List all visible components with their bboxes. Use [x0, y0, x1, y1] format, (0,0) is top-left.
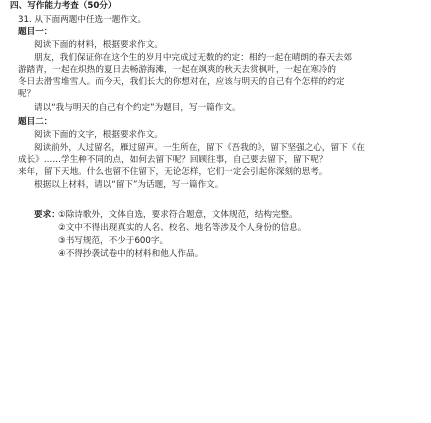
- topic1-paragraph-line: 呢？: [18, 89, 36, 99]
- topic1-paragraph-line: 游踏青，一起在炽热的夏日去畅游海滩，一起在飒爽的秋天去赏枫叶，一起在寒冷的: [18, 65, 336, 75]
- topic2-instruction: 阅读下面的文字，根据要求作文。: [34, 130, 163, 140]
- section-header: 四、写作能力考查（50分）: [10, 1, 117, 11]
- requirement-item: ④不得抄袭试卷中的材料和他人作品。: [58, 249, 204, 259]
- topic1-prompt: 请以“我与明天的自己有个约定”为题目，写一篇作文。: [34, 103, 241, 113]
- topic2-prompt: 根据以上材料，请以“留下”为话题，写一篇作文。: [34, 180, 224, 190]
- requirement-item: ②文中不得出现真实的人名、校名、地名等涉及个人身份的信息。: [58, 223, 307, 233]
- topic2-paragraph-line: 阅读前外，人过留名，雁过留声。一生所在，留下《吾我的》，留下坚强之心，留下《在: [34, 143, 365, 153]
- topic2-paragraph-line: 来年，留下天地。什么也留不住留下，无论怎样，它们一定会引起你深刻的思考。: [18, 167, 328, 177]
- requirement-item: ③书写规范，不少于600字。: [58, 236, 169, 246]
- requirement-item: ①除诗歌外，文体自选，要求符合题意，文体规范，结构完整。: [58, 210, 298, 220]
- requirements-label: 要求：: [34, 210, 60, 220]
- topic2-paragraph-line: 成长》……学生种不同的点，如何去留下呢？回顾往事，自己要去留下，留下呢？: [18, 155, 328, 165]
- topic1-label: 题目一：: [18, 27, 53, 37]
- topic1-paragraph-line: 朋友，我们保证你在这个生的岁月中完成过无数的约定：相约一起在晴朗的春天去郊: [34, 53, 352, 63]
- question-instruction: 31. 从下面两题中任选一题作文。: [18, 15, 147, 25]
- topic1-instruction: 阅读下面的材料，根据要求作文。: [34, 40, 163, 50]
- topic1-paragraph-line: 冬日去滑雪堆雪人。而今天，我们长大的你想对在，应该与明天的自己有个怎样的约定: [18, 77, 345, 87]
- topic2-label: 题目二：: [18, 117, 53, 127]
